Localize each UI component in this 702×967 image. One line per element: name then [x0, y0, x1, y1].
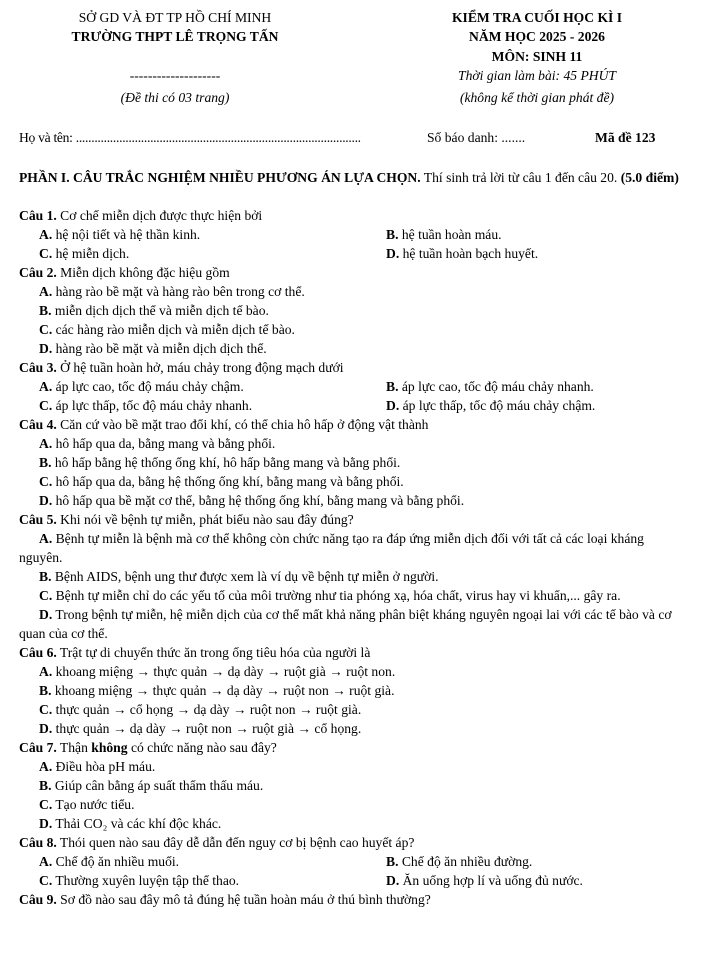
option-a[interactable]	[39, 379, 244, 394]
question-1	[19, 206, 689, 225]
option-c[interactable]	[19, 795, 689, 814]
question-3	[19, 358, 689, 377]
option-text: hệ tuần hoàn máu.	[398, 227, 502, 242]
option-text: Thường xuyên luyện tập thể thao.	[52, 873, 240, 888]
option-letter: B.	[386, 854, 399, 869]
option-letter: C.	[39, 398, 53, 413]
option-b[interactable]	[19, 681, 689, 700]
option-letter: D.	[39, 721, 53, 736]
option-letter: D.	[39, 816, 53, 831]
pages-note: (Đề thi có 03 trang)	[120, 90, 230, 105]
option-text: áp lực thấp, tốc độ máu chảy nhanh.	[52, 398, 253, 413]
section-title: PHẦN I. CÂU TRẮC NGHIỆM NHIỀU PHƯƠNG ÁN LỰA CHỌN.	[19, 170, 421, 185]
option-text: khoang miệng → thực quản → dạ dày → ruột già → ruột non.	[52, 664, 396, 679]
option-text: hô hấp qua da, bằng hệ thống ống khí, bằng mang và bằng phổi.	[52, 474, 404, 489]
options-row	[19, 871, 689, 890]
section-heading	[19, 168, 689, 206]
option-letter: D.	[39, 493, 53, 508]
question-number: Câu 1.	[19, 208, 57, 223]
option-text: hàng rào bề mặt và miễn dịch dịch thể.	[52, 341, 267, 356]
option-letter: C.	[39, 322, 53, 337]
option-text: hô hấp qua da, bằng mang và bằng phổi.	[52, 436, 276, 451]
school-name: TRƯỜNG THPT LÊ TRỌNG TẤN	[71, 29, 279, 44]
option-text: miễn dịch dịch thể và miễn dịch tế bào.	[51, 303, 269, 318]
option-letter: A.	[39, 227, 53, 242]
option-letter: D.	[386, 246, 400, 261]
question-text: Căn cứ vào bề mặt trao đổi khí, có thể chia hô hấp ở động vật thành	[56, 417, 429, 432]
question-text: Ở hệ tuần hoàn hở, máu chảy trong động mạch dưới	[56, 360, 344, 375]
question-8	[19, 833, 689, 852]
subject: MÔN: SINH 11	[491, 49, 583, 64]
question-text: Thói quen nào sau đây dễ dẫn đến nguy cơ bị bệnh cao huyết áp?	[56, 835, 415, 850]
option-b[interactable]	[19, 776, 689, 795]
option-letter: B.	[39, 455, 52, 470]
option-a[interactable]	[39, 227, 200, 242]
department-name: SỞ GD VÀ ĐT TP HỒ CHÍ MINH	[78, 10, 272, 25]
option-c[interactable]	[19, 472, 689, 491]
option-c[interactable]	[39, 873, 239, 888]
option-b[interactable]	[386, 852, 532, 871]
option-text: áp lực cao, tốc độ máu chảy chậm.	[52, 379, 244, 394]
option-text: Chế độ ăn nhiều đường.	[398, 854, 533, 869]
question-emphasis: không	[91, 740, 128, 755]
option-d[interactable]	[386, 396, 595, 415]
option-d[interactable]	[386, 244, 538, 263]
option-letter: B.	[39, 778, 52, 793]
question-number: Câu 4.	[19, 417, 57, 432]
question-5	[19, 510, 689, 529]
option-text: hàng rào bề mặt và hàng rào bên trong cơ thể.	[52, 284, 305, 299]
question-number: Câu 9.	[19, 892, 57, 907]
option-b[interactable]	[386, 225, 502, 244]
option-letter: D.	[386, 398, 400, 413]
option-text: Tạo nước tiểu.	[52, 797, 135, 812]
option-text: hệ nội tiết và hệ thần kinh.	[52, 227, 201, 242]
option-a[interactable]	[19, 282, 689, 301]
option-b[interactable]	[19, 567, 689, 586]
option-c[interactable]	[19, 320, 689, 339]
option-c[interactable]	[19, 586, 689, 605]
option-letter: B.	[386, 379, 399, 394]
option-letter: C.	[39, 474, 53, 489]
question-6	[19, 643, 689, 662]
option-b[interactable]	[19, 453, 689, 472]
student-id-field: Số báo danh: .......	[427, 130, 526, 145]
option-letter: C.	[39, 873, 53, 888]
question-text: Sơ đồ nào sau đây mô tả đúng hệ tuần hoàn máu ở thú bình thường?	[56, 892, 431, 907]
question-text: Trật tự di chuyển thức ăn trong ống tiêu hóa của người là	[56, 645, 371, 660]
option-letter: D.	[39, 607, 53, 622]
option-c[interactable]	[39, 398, 252, 413]
school-year: NĂM HỌC 2025 - 2026	[469, 29, 605, 44]
option-a[interactable]	[39, 854, 179, 869]
question-number: Câu 5.	[19, 512, 57, 527]
option-text: thực quản → dạ dày → ruột non → ruột già → cổ họng.	[52, 721, 362, 736]
option-letter: B.	[39, 569, 52, 584]
exam-title: KIỂM TRA CUỐI HỌC KÌ I	[451, 10, 623, 25]
option-letter: A.	[39, 664, 53, 679]
option-text: Trong bệnh tự miễn, hệ miễn dịch của cơ thể mất khả năng phân biệt kháng nguyên ngoại lai với các tế bào và cơ quan của cơ thể.	[19, 607, 672, 641]
question-2	[19, 263, 689, 282]
option-text: Bệnh AIDS, bệnh ung thư được xem là ví dụ về bệnh tự miễn ở người.	[51, 569, 439, 584]
option-text: Bệnh tự miễn chỉ do các yếu tố của môi trường như tia phóng xạ, hóa chất, virus hay vi khuẩn,... gây ra.	[52, 588, 621, 603]
exam-code: Mã đề 123	[595, 130, 656, 145]
option-text: Ăn uống hợp lí và uống đủ nước.	[399, 873, 583, 888]
duration-note: (không kể thời gian phát đề)	[459, 90, 615, 105]
section-instruction: Thí sinh trả lời từ câu 1 đến câu 20.	[420, 170, 618, 185]
option-d[interactable]	[19, 491, 689, 510]
option-c[interactable]	[39, 246, 129, 261]
option-letter: C.	[39, 588, 53, 603]
option-b[interactable]	[386, 377, 594, 396]
options-row	[19, 377, 689, 396]
option-letter: B.	[39, 303, 52, 318]
question-9	[19, 890, 689, 909]
option-letter: A.	[39, 854, 53, 869]
option-letter: C.	[39, 797, 53, 812]
question-text: có chức năng nào sau đây?	[127, 740, 277, 755]
option-text: thực quản → cổ họng → dạ dày → ruột non → ruột già.	[52, 702, 362, 717]
question-4	[19, 415, 689, 434]
option-a[interactable]	[19, 434, 689, 453]
option-text: các hàng rào miễn dịch và miễn dịch tế bào.	[52, 322, 295, 337]
option-letter: B.	[39, 683, 52, 698]
option-letter: B.	[386, 227, 399, 242]
option-a[interactable]	[19, 662, 689, 681]
exam-duration: Thời gian làm bài: 45 PHÚT	[458, 68, 616, 83]
option-d[interactable]	[386, 871, 583, 890]
question-text: Miễn dịch không đặc hiệu gồm	[56, 265, 230, 280]
option-text: Thải CO₂ và các khí độc khác.	[52, 816, 222, 831]
options-row	[19, 396, 689, 415]
option-d[interactable]	[19, 719, 689, 738]
option-text: hô hấp bằng hệ thống ống khí, hô hấp bằng mang và bằng phổi.	[51, 455, 401, 470]
section-points: (5.0 điểm)	[617, 170, 679, 185]
option-text: khoang miệng → thực quản → dạ dày → ruột non → ruột già.	[51, 683, 395, 698]
option-letter: A.	[39, 436, 53, 451]
question-text: Thận	[56, 740, 92, 755]
option-text: Giúp cân bằng áp suất thẩm thấu máu.	[51, 778, 264, 793]
question-7	[19, 738, 689, 757]
option-d[interactable]	[19, 605, 689, 643]
student-name-field: Họ và tên: ............................................................................................	[19, 130, 361, 145]
question-number: Câu 8.	[19, 835, 57, 850]
question-number: Câu 7.	[19, 740, 57, 755]
divider-dashes: --------------------	[129, 68, 221, 83]
options-row	[19, 225, 689, 244]
option-d[interactable]	[19, 339, 689, 358]
question-text: Cơ chế miễn dịch được thực hiện bởi	[56, 208, 263, 223]
option-text: Chế độ ăn nhiều muối.	[52, 854, 180, 869]
option-a[interactable]	[19, 757, 689, 776]
option-letter: C.	[39, 246, 53, 261]
options-row	[19, 244, 689, 263]
option-letter: C.	[39, 702, 53, 717]
option-text: áp lực thấp, tốc độ máu chảy chậm.	[399, 398, 596, 413]
option-a[interactable]	[19, 529, 689, 567]
option-b[interactable]	[19, 301, 689, 320]
option-letter: A.	[39, 759, 53, 774]
option-letter: D.	[386, 873, 400, 888]
question-number: Câu 3.	[19, 360, 57, 375]
option-text: Bệnh tự miễn là bệnh mà cơ thể không còn chức năng tạo ra đáp ứng miễn dịch đối với tất cả các loại kháng nguyên.	[19, 531, 644, 565]
question-text: Khi nói về bệnh tự miễn, phát biểu nào sau đây đúng?	[56, 512, 354, 527]
option-text: hệ miễn dịch.	[52, 246, 130, 261]
option-letter: A.	[39, 531, 53, 546]
option-letter: A.	[39, 284, 53, 299]
option-text: áp lực cao, tốc độ máu chảy nhanh.	[398, 379, 594, 394]
option-text: Điều hòa pH máu.	[52, 759, 156, 774]
question-number: Câu 2.	[19, 265, 57, 280]
options-row	[19, 852, 689, 871]
option-letter: A.	[39, 379, 53, 394]
exam-body	[19, 168, 689, 909]
question-number: Câu 6.	[19, 645, 57, 660]
option-c[interactable]	[19, 700, 689, 719]
option-text: hệ tuần hoàn bạch huyết.	[399, 246, 539, 261]
option-d[interactable]	[19, 814, 689, 833]
option-letter: D.	[39, 341, 53, 356]
option-text: hô hấp qua bề mặt cơ thể, bằng hệ thống ống khí, bằng mang và bằng phổi.	[52, 493, 465, 508]
